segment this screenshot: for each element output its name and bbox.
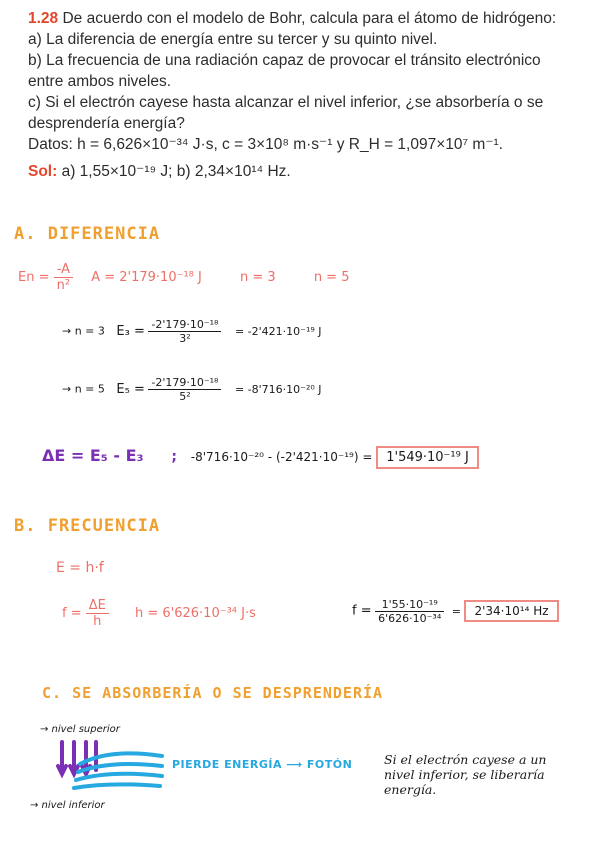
e3-den: 3² (179, 332, 191, 345)
conclusion-note (384, 752, 594, 797)
delta-calculation: -8'716·10⁻²⁰ - (-2'421·10⁻¹⁹) = (190, 450, 373, 464)
frequency-num: ΔE (86, 598, 109, 614)
problem-part-b-2: entre ambos niveles. (28, 73, 172, 90)
loses-energy-row (172, 758, 352, 771)
energy-formula-fraction (54, 262, 73, 293)
delta-result-box: 1'549·10⁻¹⁹ J (376, 446, 479, 469)
frequency-den: h (93, 614, 102, 629)
delta-row (42, 446, 479, 465)
frequency-result-box: 2'34·10¹⁴ Hz (464, 600, 558, 622)
lower-level-label: → nivel inferior (30, 800, 105, 811)
energy-formula-lhs: En = (18, 270, 50, 285)
delta-lhs: ΔE = E₅ - E₃ (42, 446, 144, 465)
solution-label: Sol: (28, 163, 58, 180)
frequency-calc-eq: = (451, 604, 461, 618)
frequency-fraction (86, 598, 109, 629)
conclusion-line-3: energía. (384, 782, 437, 797)
delta-separator: ; (171, 449, 177, 465)
upper-level-label: → nivel superior (40, 724, 120, 735)
energy-formula-den: n² (56, 278, 71, 293)
problem-part-a: a) La diferencia de energía entre su tercer y su quinto nivel. (28, 31, 438, 48)
section-c-title: C. SE ABSORBERÍA O SE DESPRENDERÍA (42, 684, 384, 702)
e5-row (62, 376, 322, 403)
frequency-lhs: f = (62, 606, 82, 621)
planck-formula: E = h·f (56, 560, 104, 576)
e5-result: = -8'716·10⁻²⁰ J (234, 382, 322, 396)
e3-fraction (148, 318, 221, 345)
loses-energy-label: PIERDE ENERGÍA (172, 758, 282, 771)
problem-part-c-1: c) Si el electrón cayese hasta alcanzar el nivel inferior, ¿se absorbería o se (28, 94, 544, 111)
frequency-formula-row (62, 598, 256, 629)
e3-num: -2'179·10⁻¹⁸ (148, 318, 221, 332)
e5-lhs: E₅ = (116, 381, 145, 397)
problem-part-c-2: desprendería energía? (28, 115, 185, 132)
problem-intro: De acuerdo con el modelo de Bohr, calcula para el átomo de hidrógeno: (62, 10, 557, 27)
solution-text: a) 1,55×10⁻¹⁹ J; b) 2,34×10¹⁴ Hz. (61, 163, 291, 180)
frequency-calc-num: 1'55·10⁻¹⁹ (375, 598, 444, 612)
section-a-title: A. DIFERENCIA (14, 224, 161, 244)
constant-a: A = 2'179·10⁻¹⁸ J (91, 270, 202, 285)
electron-transition-illustration (50, 738, 170, 798)
emitted-light-waves (74, 753, 162, 788)
conclusion-line-2: nivel inferior, se liberaría (384, 767, 545, 782)
frequency-calc-fraction (375, 598, 444, 625)
conclusion-line-1: Si el electrón cayese a un (384, 752, 547, 767)
problem-solution-line (28, 161, 593, 182)
problem-intro-line (28, 8, 593, 29)
section-b-title: B. FRECUENCIA (14, 516, 161, 536)
e3-row (62, 318, 322, 345)
energy-formula-row (18, 262, 349, 293)
planck-constant-value: h = 6'626·10⁻³⁴ J·s (135, 606, 256, 621)
photon-label: FOTÓN (306, 758, 353, 771)
energy-formula-num: -A (54, 262, 73, 278)
frequency-calc-row (352, 598, 559, 625)
frequency-calc-lhs: f = (352, 603, 372, 619)
e5-num: -2'179·10⁻¹⁸ (148, 376, 221, 390)
e5-den: 5² (179, 390, 191, 403)
e3-label: → n = 3 (62, 324, 105, 338)
problem-data: Datos: h = 6,626×10⁻³⁴ J·s, c = 3×10⁸ m·s⁻¹ y R_H = 1,097×10⁷ m⁻¹. (28, 136, 503, 153)
e5-label: → n = 5 (62, 382, 105, 396)
problem-part-b-1: b) La frecuencia de una radiación capaz de provocar el tránsito electrónico (28, 52, 541, 69)
problem-number: 1.28 (28, 10, 59, 27)
n3-value: n = 3 (240, 270, 276, 285)
e3-result: = -2'421·10⁻¹⁹ J (234, 324, 322, 338)
e3-lhs: E₃ = (116, 323, 145, 339)
problem-statement (28, 8, 593, 182)
e5-fraction (148, 376, 221, 403)
n5-value: n = 5 (313, 270, 350, 285)
frequency-calc-den: 6'626·10⁻³⁴ (378, 612, 442, 625)
arrow-right-icon: ⟶ (286, 758, 303, 771)
